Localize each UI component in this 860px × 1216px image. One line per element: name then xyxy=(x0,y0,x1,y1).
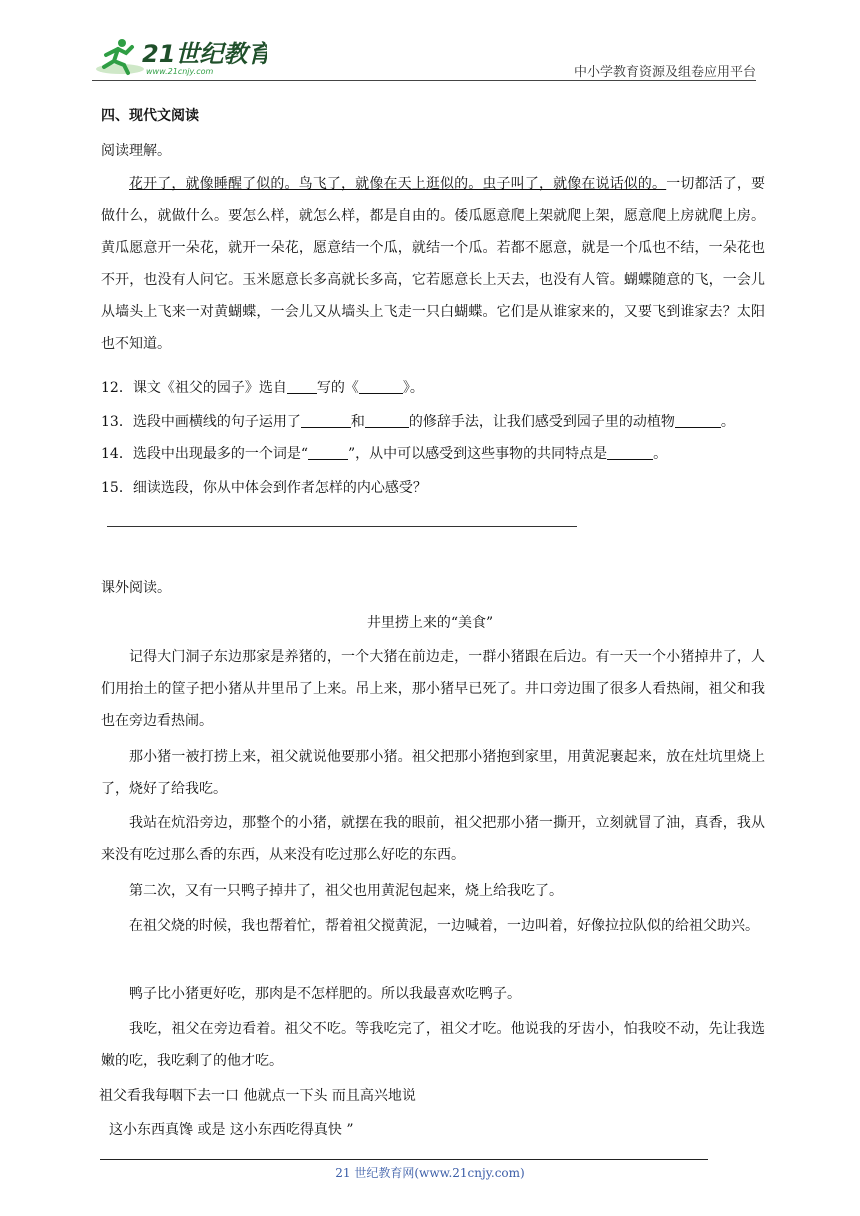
question-14: 14．选段中出现最多的一个词是“ ”，从中可以感受到这些事物的共同特点是 。 xyxy=(101,446,668,462)
answer-blank[interactable] xyxy=(287,379,317,394)
question-12: 12．课文《祖父的园子》选自 写的《 》。 xyxy=(101,380,424,396)
article-line: 这小东西真馋 或是 这小东西吃得真快 ” xyxy=(109,1122,354,1138)
reading-passage xyxy=(101,168,765,360)
answer-blank[interactable] xyxy=(301,413,351,428)
question-15: 15．细读选段，你从中体会到作者怎样的内心感受？ xyxy=(101,480,427,496)
header-divider xyxy=(92,80,756,81)
article-paragraph: 那小猪一被打捞上来，祖父就说他要那小猪。祖父把那小猪抱到家里，用黄泥裹起来，放在灶坑里烧上了，烧好了给我吃。 xyxy=(101,749,765,797)
answer-blank[interactable] xyxy=(308,445,348,460)
article-paragraph: 我吃，祖父在旁边看着。祖父不吃。等我吃完了，祖父才吃。他说我的牙齿小，怕我咬不动，先让我选嫩的吃，我吃剩了的他才吃。 xyxy=(101,1021,765,1069)
section-heading: 四、现代文阅读 xyxy=(101,108,199,124)
article-line: 祖父看我每咽下去一口 他就点一下头 而且高兴地说 xyxy=(99,1088,416,1104)
question-13: 13．选段中画横线的句子运用了 和 的修辞手法，让我们感受到园子里的动植物 。 xyxy=(101,414,735,430)
extra-label: 课外阅读。 xyxy=(101,580,171,596)
platform-name: 中小学教育资源及组卷应用平台 xyxy=(573,65,756,80)
article-paragraph: 鸭子比小猪更好吃，那肉是不怎样肥的。所以我最喜欢吃鸭子。 xyxy=(129,986,521,1002)
footer-link[interactable]: 21 世纪教育网(www.21cnjy.com) xyxy=(335,1166,525,1180)
answer-blank[interactable] xyxy=(359,379,403,394)
answer-blank[interactable] xyxy=(607,445,653,460)
footer-divider xyxy=(100,1159,708,1160)
article-paragraph: 我站在炕沿旁边，那整个的小猪，就摆在我的眼前，祖父把那小猪一撕开，立刻就冒了油，真香，我从来没有吃过那么香的东西，从来没有吃过那么好吃的东西。 xyxy=(101,815,765,863)
article-paragraph: 记得大门洞子东边那家是养猪的，一个大猪在前边走，一群小猪跟在后边。有一天一个小猪掉井了，人们用抬土的筐子把小猪从井里吊了上来。吊上来，那小猪早已死了。井口旁边围了很多人看热闹，祖父和我也在旁边看热闹。 xyxy=(101,649,765,729)
article-title: 井里捞上来的“美食” xyxy=(366,615,494,631)
article-paragraph: 在祖父烧的时候，我也帮着忙，帮着祖父搅黄泥，一边喊着，一边叫着，好像拉拉队似的给祖父助兴。 xyxy=(129,918,759,934)
article-paragraph: 第二次，又有一只鸭子掉井了，祖父也用黄泥包起来，烧上给我吃了。 xyxy=(129,883,563,899)
underlined-sentences: 花开了，就像睡醒了似的。鸟飞了，就像在天上逛似的。虫子叫了，就像在说话似的。 xyxy=(129,176,667,192)
logo-url: www.21cnjy.com xyxy=(146,67,214,76)
runner-logo-icon xyxy=(92,35,267,79)
answer-blank[interactable] xyxy=(365,413,409,428)
answer-line[interactable] xyxy=(107,526,577,527)
site-logo[interactable] xyxy=(92,35,267,79)
answer-blank[interactable] xyxy=(675,413,721,428)
section-subheading: 阅读理解。 xyxy=(101,143,171,159)
logo-text: 21世纪教育 xyxy=(142,40,267,68)
passage-text: 一切都活了，要做什么，就做什么。要怎么样，就怎么样，都是自由的。倭瓜愿意爬上架就爬上架，愿意爬上房就爬上房。黄瓜愿意开一朵花，就开一朵花，愿意结一个瓜，就结一个瓜。若都不愿意，就是一个瓜也不结，一朵花也不开，也没有人问它。玉米愿意长多高就长多高，它若愿意长上天去，也没有人管。蝴蝶随意的飞，一会儿从墙头上飞来一对黄蝴蝶，一会儿又从墙头上飞走一只白蝴蝶。它们是从谁家来的，又要飞到谁家去？太阳也不知道。 xyxy=(101,176,766,352)
